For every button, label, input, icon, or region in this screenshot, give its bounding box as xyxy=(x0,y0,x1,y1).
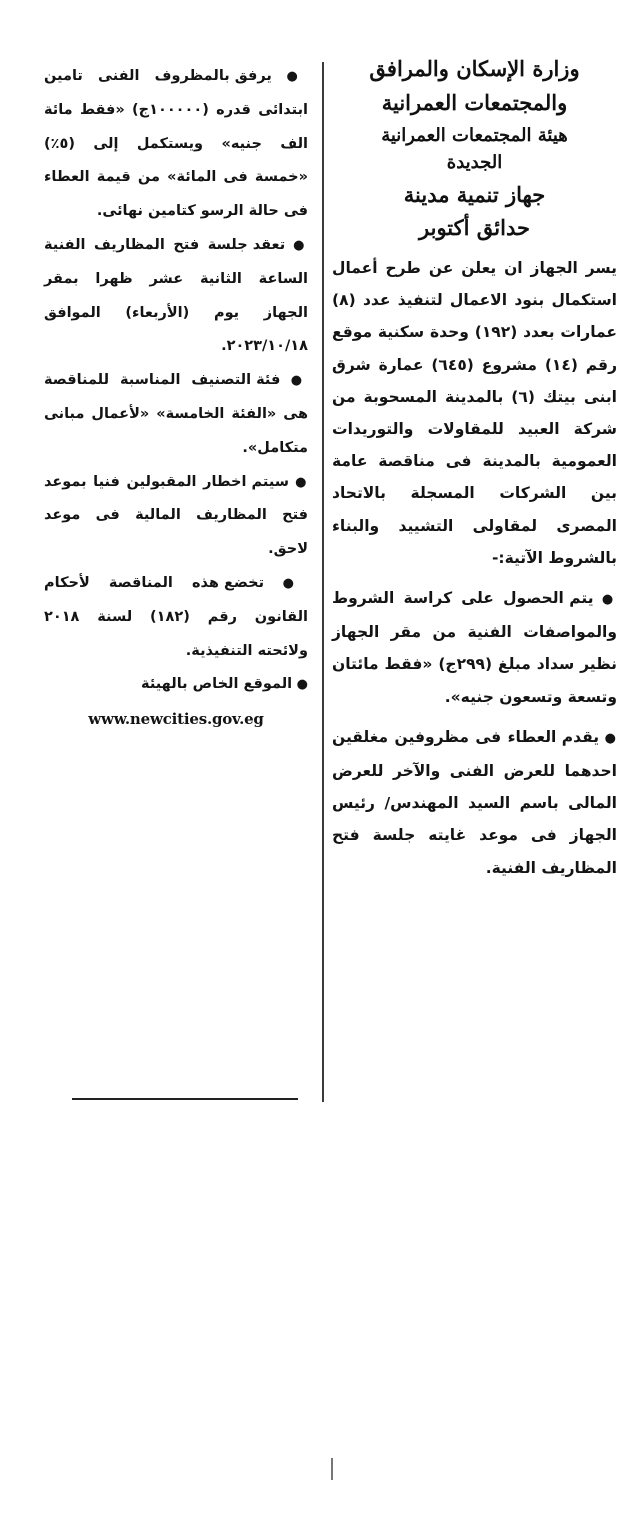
agency-line-2: حدائق أكتوبر xyxy=(419,215,530,240)
opening-session-bullet: ● تعقد جلسة فتح المظاريف الفنية الساعة الثانية عشر ظهرا بمقر الجهاز يوم (الأربعاء) الموافق ٢٠٢٣/١٠/١٨. xyxy=(44,229,308,364)
agency-name xyxy=(332,178,617,244)
ministry-name xyxy=(332,52,617,120)
left-column xyxy=(44,60,308,728)
website-link[interactable]: www.newcities.gov.eg xyxy=(88,710,264,729)
classification-bullet: ● فئة التصنيف المناسبة للمناقصة هى «الفئة الخامسة» «لأعمال مبانى متكامل». xyxy=(44,364,308,465)
website-label-bullet: ● الموقع الخاص بالهيئة xyxy=(44,668,308,702)
financial-notice-bullet: ● سيتم اخطار المقبولين فنيا بموعد فتح المظاريف المالية فى موعد لاحق. xyxy=(44,466,308,567)
ministry-line-1: وزارة الإسكان والمرافق xyxy=(369,56,580,81)
authority-name xyxy=(332,122,617,176)
condition-booklet-bullet: ● يتم الحصول على كراسة الشروط والمواصفات الفنية من مقر الجهاز نظير سداد مبلغ (٢٩٩ج) «فقط مائتان وتسعة وتسعون جنيه». xyxy=(332,582,617,713)
closing-rule xyxy=(72,1098,298,1100)
column-divider xyxy=(322,62,324,1102)
insurance-bullet: ● يرفق بالمظروف الفنى تامين ابتدائى قدره (١٠٠٠٠٠ج) «فقط مائة الف جنيه» ويستكمل إلى (٥٪) «خمسة فى المائة» من قيمة العطاء فى حالة الرسو كتامين نهائى. xyxy=(44,60,308,229)
column-divider-stub xyxy=(331,1458,333,1480)
authority-line-2: الجديدة xyxy=(446,152,503,173)
authority-line-1: هيئة المجتمعات العمرانية xyxy=(381,125,568,146)
law-bullet: ● تخضع هذه المناقصة لأحكام القانون رقم (١٨٢) لسنة ٢٠١٨ ولائحته التنفيذية. xyxy=(44,567,308,668)
advertiser-header xyxy=(332,52,617,244)
bid-submission-bullet: ● يقدم العطاء فى مظروفين مغلقين احدهما للعرض الفنى والآخر للعرض المالى باسم السيد المهندس/ رئيس الجهاز فى موعد غايته جلسة فتح المظاريف الفنية. xyxy=(332,721,617,884)
intro-paragraph: يسر الجهاز ان يعلن عن طرح أعمال استكمال بنود الاعمال لتنفيذ عدد (٨) عمارات بعدد (١٩٢) وحدة سكنية موقع رقم (١٤) مشروع (٦٤٥) عمارة شرق ابنى بيتك (٦) بالمدينة المسحوبة من شركة العبيد للمقاولات والتوريدات العمومية بالمدينة فى مناقصة عامة بين الشركات المسجلة بالاتحاد المصرى لمقاولى التشييد والبناء بالشروط الآتية:- xyxy=(332,259,618,567)
right-column xyxy=(332,52,617,884)
ministry-line-2: والمجتمعات العمرانية xyxy=(381,90,568,115)
agency-line-1: جهاز تنمية مدينة xyxy=(403,182,546,207)
